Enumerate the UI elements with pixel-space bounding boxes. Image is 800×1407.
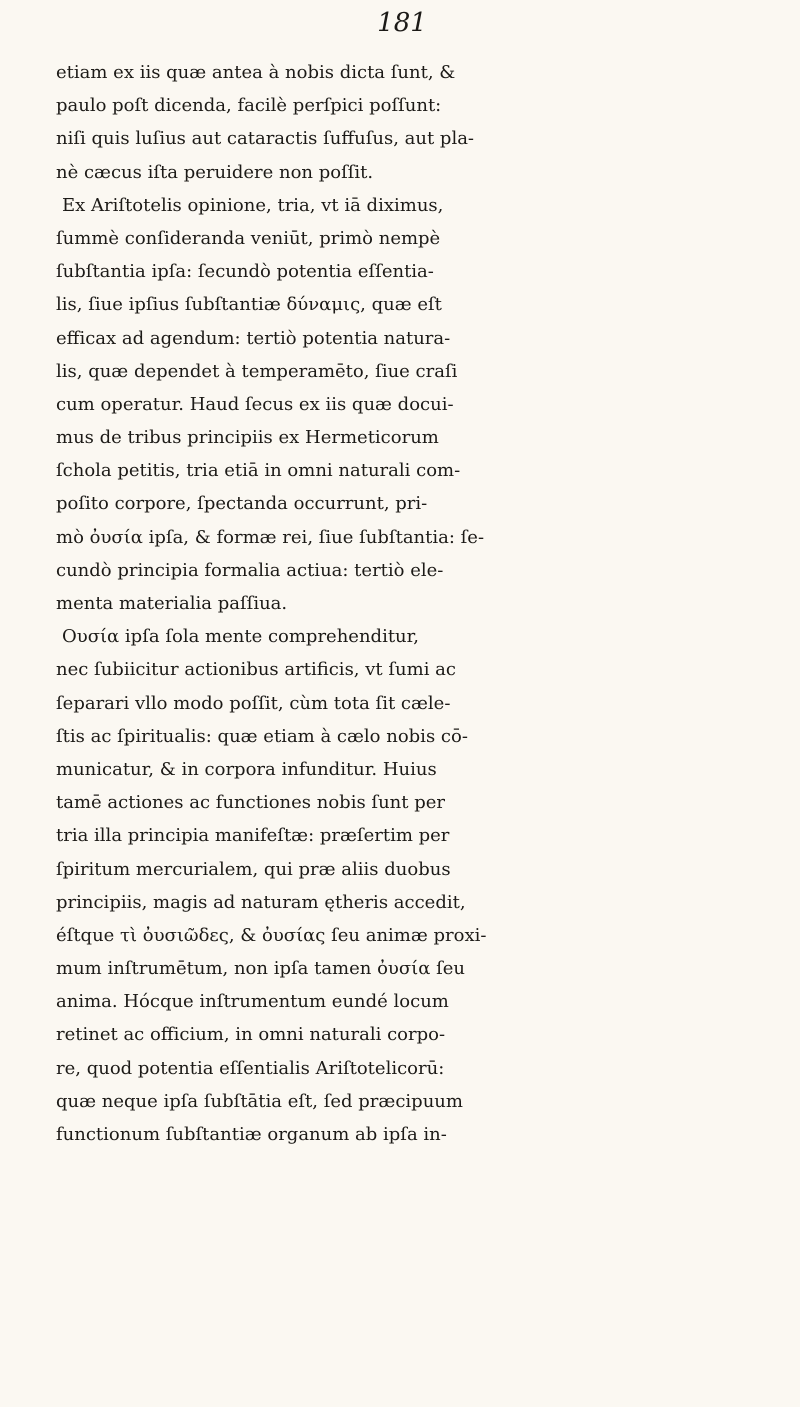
- paragraph-start-line: Ex Ariſtotelis opinione, tria, vt iā diximus,: [62, 194, 444, 216]
- text-line: principiis, magis ad naturam ętheris accedit,: [56, 891, 466, 913]
- text-line: lis, quæ dependet à temperamēto, ſiue craſi: [56, 360, 458, 382]
- text-line: mus de tribus principiis ex Hermeticorum: [56, 427, 439, 449]
- text-line: ſummè conſideranda veniūt, primò nempè: [56, 227, 441, 249]
- text-line: mò ὀυσία ipſa, & formæ rei, ſiue ſubſtantia: ſe-: [56, 526, 485, 548]
- text-line: retinet ac officium, in omni naturali corpo-: [56, 1024, 446, 1046]
- text-line: re, quod potentia eſſentialis Ariſtotelicorū:: [56, 1057, 445, 1079]
- text-line: tamē actiones ac functiones nobis ſunt per: [56, 792, 445, 814]
- text-line: poſito corpore, ſpectanda occurrunt, pri-: [56, 493, 428, 515]
- text-line: nè cæcus iſta peruidere non poſſit.: [56, 161, 374, 183]
- text-line: cum operatur. Haud ſecus ex iis quæ docui-: [56, 393, 454, 415]
- text-line: éſtque τὶ ὀυσιῶδες, & ὀυσίας ſeu animæ proxi-: [56, 924, 487, 946]
- body-text: [56, 56, 786, 1151]
- text-line: mum inſtrumētum, non ipſa tamen ὀυσία ſeu: [56, 958, 465, 980]
- text-line: cundò principia formalia actiua: tertiò ele-: [56, 559, 444, 581]
- paragraph-start-line: Ουσία ipſa ſola mente comprehenditur,: [62, 626, 420, 648]
- text-line: functionum ſubſtantiæ organum ab ipſa in-: [56, 1124, 447, 1145]
- text-line: municatur, & in corpora infunditur. Huius: [56, 758, 437, 780]
- text-line: quæ neque ipſa ſubſtātia eſt, ſed præcipuum: [56, 1090, 463, 1112]
- text-line: ſchola petitis, tria etiā in omni naturali com-: [56, 460, 461, 482]
- text-line: anima. Hócque inſtrumentum eundé locum: [56, 991, 449, 1013]
- text-line: niſi quis luſius aut cataractis ſuffuſus, aut pla-: [56, 128, 475, 150]
- text-line: etiam ex iis quæ antea à nobis dicta ſunt, &: [56, 62, 456, 83]
- text-line: ſubſtantia ipſa: ſecundò potentia eſſentia-: [56, 261, 434, 283]
- text-line: ſeparari vllo modo poſſit, cùm tota ſit cæle-: [56, 692, 451, 714]
- page-number: 181: [377, 8, 427, 38]
- text-line: paulo poſt dicenda, facilè perſpici poſſunt:: [56, 95, 442, 117]
- text-line: ſpiritum mercurialem, qui præ aliis duobus: [56, 858, 451, 880]
- text-line: ſtis ac ſpiritualis: quæ etiam à cælo nobis cō-: [56, 725, 468, 747]
- text-line: tria illa principia manifeſtæ: præſertim per: [56, 825, 450, 847]
- text-line: menta materialia paſſiua.: [56, 593, 288, 614]
- text-line: lis, ſiue ipſius ſubſtantiæ δύναμις, quæ eſt: [56, 294, 442, 316]
- text-line: efficax ad agendum: tertiò potentia natura-: [56, 327, 451, 349]
- text-line: nec ſubiicitur actionibus artificis, vt ſumi ac: [56, 659, 456, 681]
